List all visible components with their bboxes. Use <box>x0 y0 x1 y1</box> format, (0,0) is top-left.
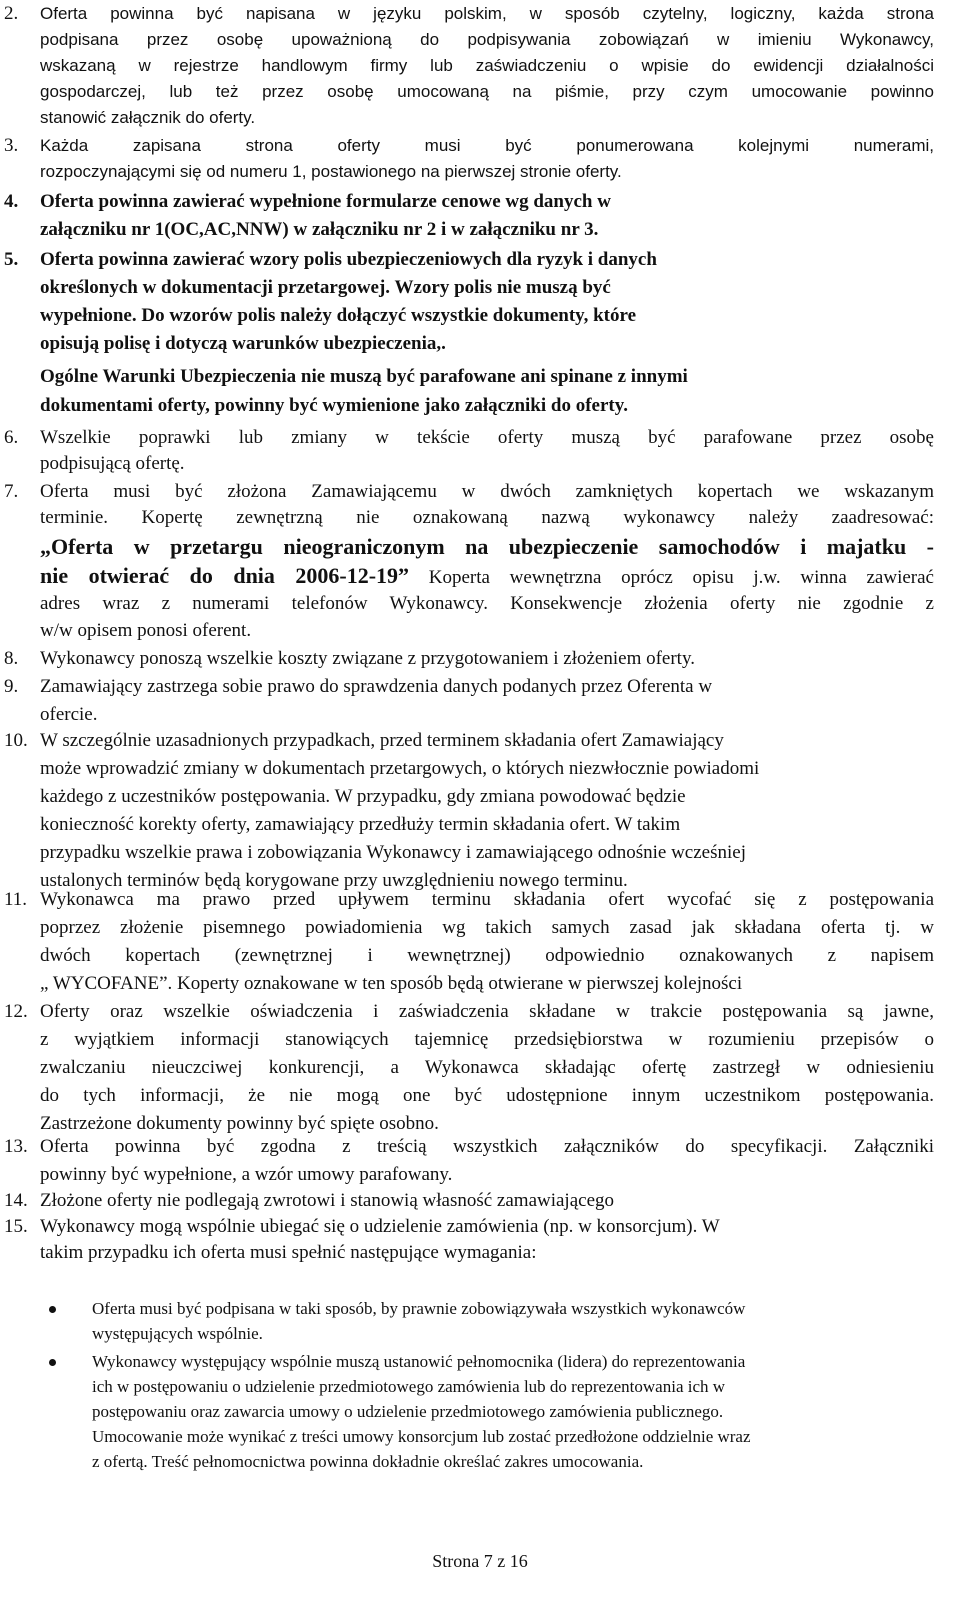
item-number: 7. <box>4 481 19 502</box>
item-line: ofercie. <box>40 704 98 725</box>
item-number: 15. <box>4 1216 28 1237</box>
item-line: terminie. Kopertę zewnętrzną nie oznakowaną nazwą wykonawcy należy zaadresować: <box>40 507 934 528</box>
item-line: podpisującą ofertę. <box>40 453 185 474</box>
item-line: Oferta powinna być zgodna z treścią wszystkich załączników do specyfikacji. Załączniki <box>40 1136 934 1157</box>
item-line: adres wraz z numerami telefonów Wykonawcy. Konsekwencje złożenia oferty nie zgodnie z <box>40 593 934 614</box>
item-line: Wykonawcy ponoszą wszelkie koszty związane z przygotowaniem i złożeniem oferty. <box>40 648 695 669</box>
bullet-line: Wykonawcy występujący wspólnie muszą ustanowić pełnomocnika (lidera) do reprezentowania <box>92 1352 746 1371</box>
item-number: 11. <box>4 889 28 910</box>
item-number: 3. <box>4 135 19 156</box>
item-line: takim przypadku ich oferta musi spełnić następujące wymagania: <box>40 1242 537 1263</box>
item-line: Wszelkie poprawki lub zmiany w tekście oferty muszą być parafowane przez osobę <box>40 427 934 448</box>
item-line: ustalonych terminów będą korygowane przy uwzględnieniu nowego terminu. <box>40 870 628 891</box>
item-line: dwóch kopertach (zewnętrznej i wewnętrznej) odpowiednio oznakowanych z napisem <box>40 945 934 966</box>
item-line: załączniku nr 1(OC,AC,NNW) w załączniku nr 2 i w załączniku nr 3. <box>40 219 599 240</box>
item-line: opisują polisę i dotyczą warunków ubezpieczenia,. <box>40 333 446 354</box>
item-number: 10. <box>4 730 28 751</box>
item-number: 6. <box>4 427 19 448</box>
item-line: Oferta powinna zawierać wypełnione formularze cenowe wg danych w <box>40 191 611 212</box>
item-line-text: Koperta wewnętrzna oprócz opisu j.w. winna zawierać <box>409 567 934 588</box>
item-line: podpisana przez osobę upoważnioną do podpisywania zobowiązań w imieniu Wykonawcy, <box>40 30 934 49</box>
item-line: Wykonawcy mogą wspólnie ubiegać się o udzielenie zamówienia (np. w konsorcjum). W <box>40 1216 720 1237</box>
item-number: 5. <box>4 249 19 270</box>
item-line: przypadku wszelkie prawa i zobowiązania Wykonawcy i zamawiającego odnośnie wcześniej <box>40 842 746 863</box>
bullet-line: występujących wspólnie. <box>92 1324 263 1343</box>
item-line: określonych w dokumentacji przetargowej. Wzory polis nie muszą być <box>40 277 611 298</box>
item-line: Ogólne Warunki Ubezpieczenia nie muszą być parafowane ani spinane z innymi <box>40 366 688 387</box>
item-number: 2. <box>4 3 19 24</box>
item-line: do tych informacji, że nie mogą one być udostępnione innym uczestnikom postępowania. <box>40 1085 934 1106</box>
item-line: powinny być wypełnione, a wzór umowy parafowany. <box>40 1164 453 1185</box>
bullet-line: z ofertą. Treść pełnomocnictwa powinna dokładnie określać zakres umocowania. <box>92 1452 644 1471</box>
bullet-icon <box>49 1359 56 1366</box>
item-line: wypełnione. Do wzorów polis należy dołączyć wszystkie dokumenty, które <box>40 305 637 326</box>
emphasized-text: nie otwierać do dnia 2006-12-19” <box>40 563 410 588</box>
item-number: 9. <box>4 676 19 697</box>
item-line: stanowić załącznik do oferty. <box>40 108 256 127</box>
item-line: Oferta powinna zawierać wzory polis ubezpieczeniowych dla ryzyk i danych <box>40 249 657 270</box>
item-line: gospodarczej, lub też przez osobę umocowaną na piśmie, przy czym umocowanie powinno <box>40 82 934 101</box>
item-number: 13. <box>4 1136 28 1157</box>
item-number: 12. <box>4 1001 28 1022</box>
item-line: rozpoczynającymi się od numeru 1, postawionego na pierwszej stronie oferty. <box>40 162 622 181</box>
item-line: konieczność korekty oferty, zamawiający przedłuży termin składania ofert. W takim <box>40 814 681 835</box>
page-footer: Strona 7 z 16 <box>432 1551 528 1571</box>
item-line: Wykonawca ma prawo przed upływem terminu składania ofert wycofać się z postępowania <box>40 889 934 910</box>
bullet-line: Oferta musi być podpisana w taki sposób, by prawnie zobowiązywała wszystkich wykonawców <box>92 1299 746 1318</box>
item-line: z wyjątkiem informacji stanowiących tajemnicę przedsiębiorstwa w rozumieniu przepisów o <box>40 1029 934 1050</box>
item-line: każdego z uczestników postępowania. W przypadku, gdy zmiana powodować będzie <box>40 786 686 807</box>
item-line: zwalczaniu nieuczciwej konkurencji, a Wykonawca składając ofertę zastrzegł w odniesieniu <box>40 1057 934 1078</box>
item-line: Zamawiający zastrzega sobie prawo do sprawdzenia danych podanych przez Oferenta w <box>40 676 713 697</box>
bullet-line: ich w postępowaniu o udzielenie przedmiotowego zamówienia lub do reprezentowania ich w <box>92 1377 726 1396</box>
item-line: może wprowadzić zmiany w dokumentach przetargowych, o których niezwłocznie powiadomi <box>40 758 760 779</box>
item-number: 8. <box>4 648 19 669</box>
item-line: Oferta musi być złożona Zamawiającemu w dwóch zamkniętych kopertach we wskazanym <box>40 481 934 502</box>
bullet-line: postępowaniu oraz zawarcia umowy o udzielenie przedmiotowego zamówienia publicznego. <box>92 1402 724 1421</box>
bullet-line: Umocowanie może wynikać z treści umowy konsorcjum lub zostać przedłożone oddzielnie wraz <box>92 1427 751 1446</box>
item-line: W szczególnie uzasadnionych przypadkach, przed terminem składania ofert Zamawiający <box>40 730 724 751</box>
item-line <box>40 562 934 590</box>
item-line: dokumentami oferty, powinny być wymienione jako załączniki do oferty. <box>40 395 628 416</box>
item-number: 14. <box>4 1190 28 1211</box>
item-line: Oferta powinna być napisana w języku polskim, w sposób czytelny, logiczny, każda strona <box>40 4 934 23</box>
item-line: wskazaną w rejestrze handlowym firmy lub zaświadczeniu o wpisie do ewidencji działalności <box>40 56 934 75</box>
item-line: w/w opisem ponosi oferent. <box>40 620 252 641</box>
item-line: poprzez złożenie pisemnego powiadomienia wg takich samych zasad jak składana oferta tj. w <box>40 917 934 938</box>
item-line: Zastrzeżone dokumenty powinny być spięte osobno. <box>40 1113 439 1134</box>
item-line: „ WYCOFANE”. Koperty oznakowane w ten sposób będą otwierane w pierwszej kolejności <box>40 973 743 994</box>
item-number: 4. <box>4 191 19 212</box>
item-line: „Oferta w przetargu nieograniczonym na ubezpieczenie samochodów i majatku - <box>40 534 934 559</box>
item-line: Złożone oferty nie podlegają zwrotowi i stanowią własność zamawiającego <box>40 1190 615 1211</box>
item-line: Oferty oraz wszelkie oświadczenia i zaświadczenia składane w trakcie postępowania są jawne, <box>40 1001 934 1022</box>
bullet-icon <box>49 1306 56 1313</box>
item-line: Każda zapisana strona oferty musi być ponumerowana kolejnymi numerami, <box>40 136 934 155</box>
